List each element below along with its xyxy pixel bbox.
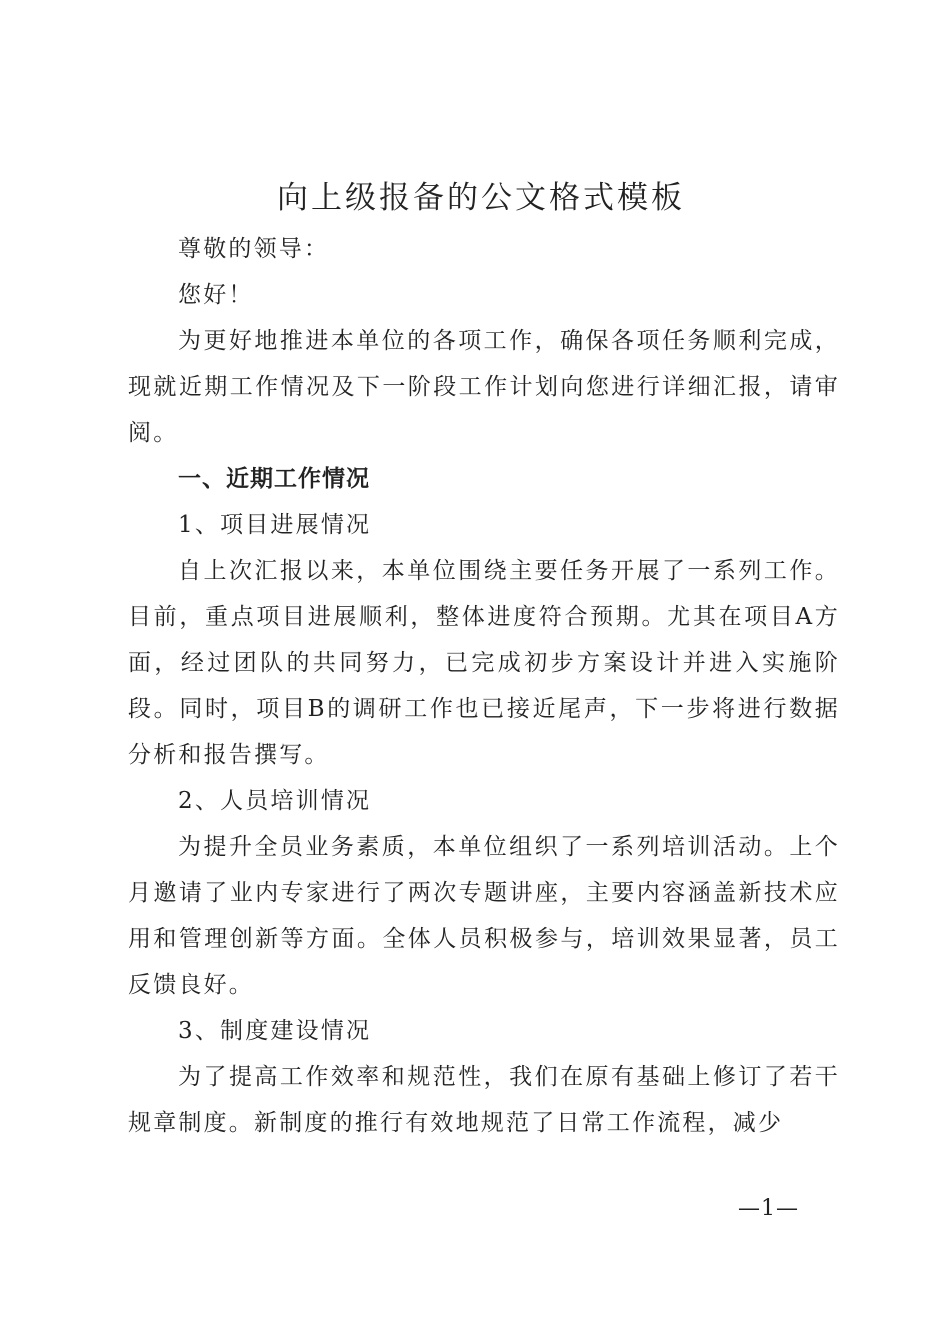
subheading-project-progress: 1、项目进展情况 (178, 512, 372, 538)
section-heading-recent-work: 一、近期工作情况 (178, 466, 370, 492)
document-title: 向上级报备的公文格式模板 (277, 180, 685, 216)
subheading-staff-training: 2、人员培训情况 (178, 788, 372, 814)
paragraph-staff-training: 为提升全员业务素质，本单位组织了一系列培训活动。上个月邀请了业内专家进行了两次专题讲座，主要内容涵盖新技术应用和管理创新等方面。全体人员积极参与，培训效果显著，员工反馈良好。 (128, 834, 840, 998)
salutation: 尊敬的领导： (178, 236, 330, 262)
document-body (128, 226, 840, 1146)
paragraph-system-building: 为了提高工作效率和规范性，我们在原有基础上修订了若干规章制度。新制度的推行有效地规范了日常工作流程，减少 (128, 1064, 840, 1136)
page-number: —1— (738, 1196, 799, 1221)
paragraph-project-progress: 自上次汇报以来，本单位围绕主要任务开展了一系列工作。目前，重点项目进展顺利，整体进度符合预期。尤其在项目A方面，经过团队的共同努力，已完成初步方案设计并进入实施阶段。同时，项目B的调研工作也已接近尾声，下一步将进行数据分析和报告撰写。 (128, 558, 840, 768)
intro-paragraph: 为更好地推进本单位的各项工作，确保各项任务顺利完成，现就近期工作情况及下一阶段工作计划向您进行详细汇报，请审阅。 (128, 328, 840, 446)
subheading-system-building: 3、制度建设情况 (178, 1018, 372, 1044)
greeting: 您好！ (178, 282, 254, 308)
